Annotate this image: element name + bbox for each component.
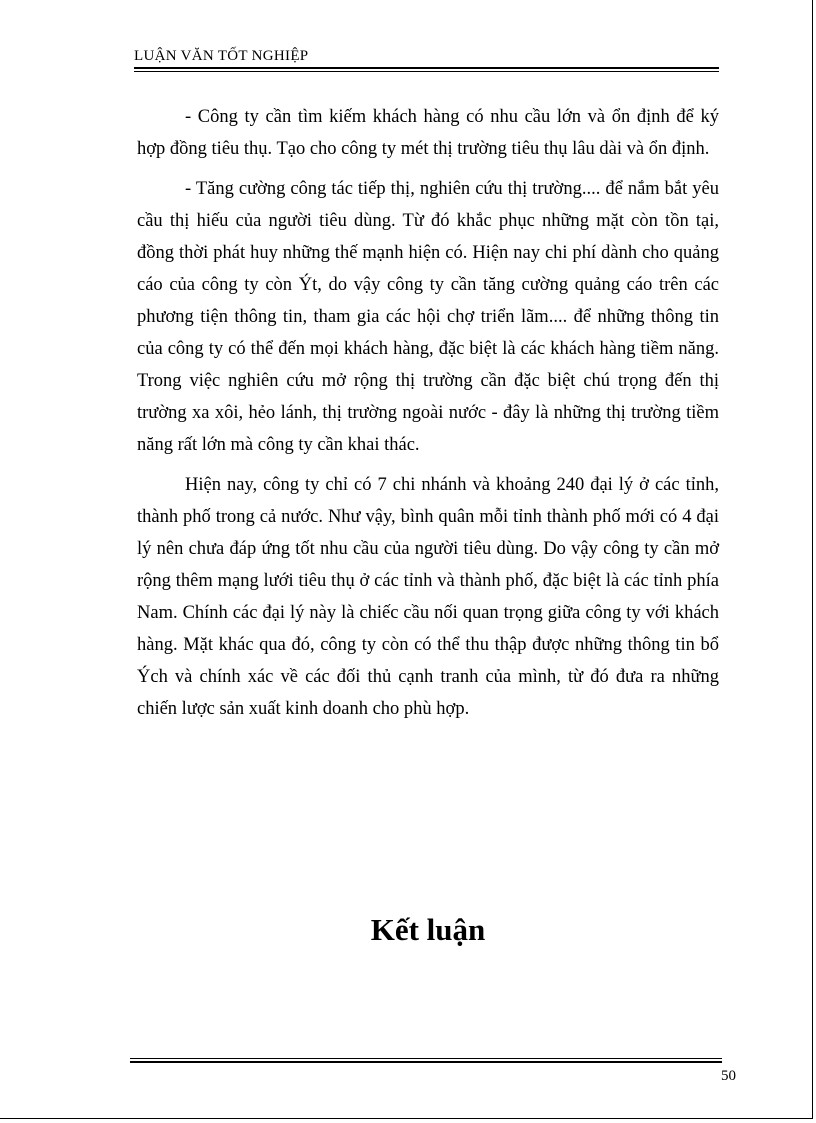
paragraph-marketing: - Tăng cường công tác tiếp thị, nghiên cứu thị trường.... để nắm bắt yêu cầu thị hiếu của người tiêu dùng. Từ đó khắc phục những mặt còn tồn tại, đồng thời phát huy những thế mạnh hiện có. Hiện nay chi phí dành cho quảng cáo của công ty còn Ýt, do vậy công ty cần tăng cường quảng cáo trên các phương tiện thông tin, tham gia các hội chợ triển lãm.... để những thông tin của công ty có thể đến mọi khách hàng, đặc biệt là các khách hàng tiềm năng. Trong việc nghiên cứu mở rộng thị trường cần đặc biệt chú trọng đến thị trường xa xôi, hẻo lánh, thị trường ngoài nước - đây là những thị trường tiềm năng rất lớn mà công ty cần khai thác. xyxy=(137,179,719,455)
page-number: 50 xyxy=(721,1068,736,1084)
header-rule xyxy=(134,67,719,72)
paragraph-customers: - Công ty cần tìm kiếm khách hàng có nhu cầu lớn và ổn định để ký hợp đồng tiêu thụ. Tạo cho công ty mét thị trường tiêu thụ lâu dài và ổn định. xyxy=(137,107,719,159)
page-border-right xyxy=(812,0,813,1118)
body-text xyxy=(137,101,719,733)
conclusion-heading: Kết luận xyxy=(370,912,486,947)
paragraph-distribution: Hiện nay, công ty chỉ có 7 chi nhánh và khoảng 240 đại lý ở các tỉnh, thành phố trong cả nước. Như vậy, bình quân mỗi tỉnh thành phố mới có 4 đại lý nên chưa đáp ứng tốt nhu cầu của người tiêu dùng. Do vậy công ty cần mở rộng thêm mạng lưới tiêu thụ ở các tỉnh và thành phố, đặc biệt là các tỉnh phía Nam. Chính các đại lý này là chiếc cầu nối quan trọng giữa công ty với khách hàng. Mặt khác qua đó, công ty còn có thể thu thập được những thông tin bổ Ých và chính xác về các đối thủ cạnh tranh của mình, từ đó đưa ra những chiến lược sản xuất kinh doanh cho phù hợp. xyxy=(137,475,719,719)
page-border-bottom xyxy=(0,1118,813,1119)
footer-rule xyxy=(130,1058,722,1063)
running-header: LUẬN VĂN TỐT NGHIỆP xyxy=(134,48,309,64)
